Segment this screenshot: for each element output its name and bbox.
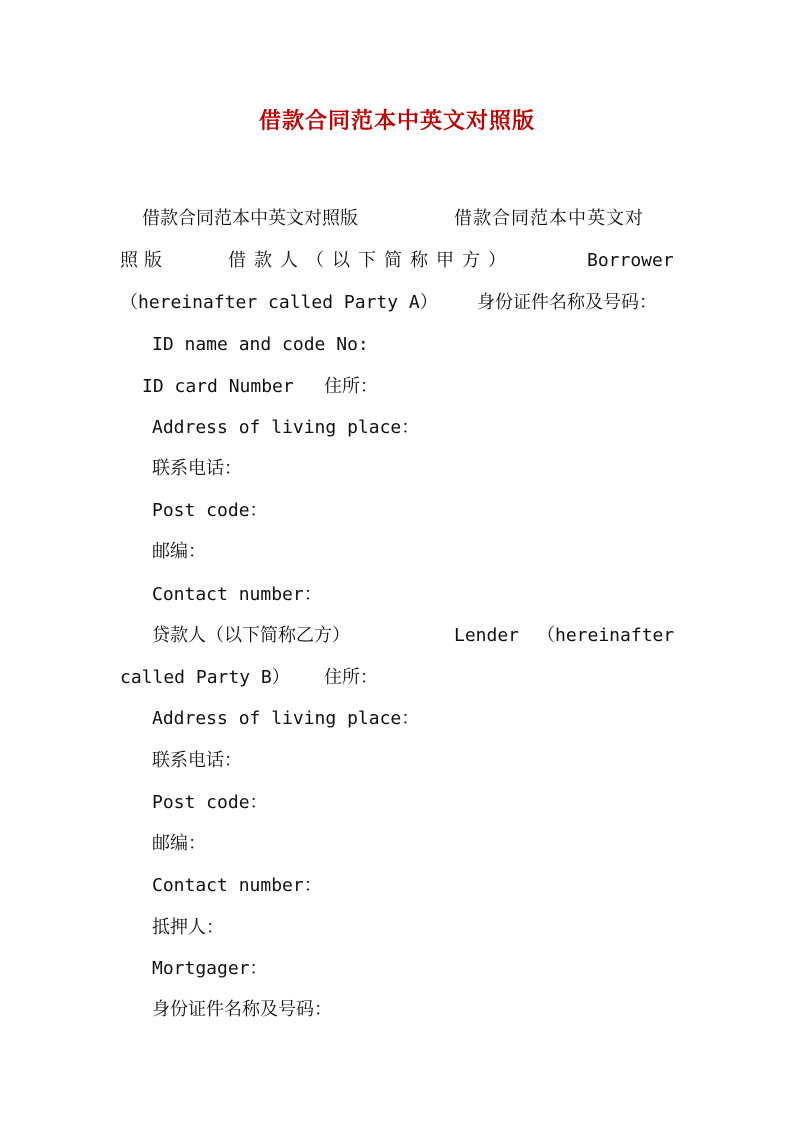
text-line: 身份证件名称及号码： [152,999,332,1020]
text-line: 联系电话： [152,750,242,771]
text-line: ID name and code No: [152,334,369,355]
text-line: 借款人（以下简称甲方） [228,250,514,271]
document-title: 借款合同范本中英文对照版 [258,108,535,134]
text-line: Lender [454,625,520,646]
text-line: 住所： [324,667,378,688]
text-line: 邮编： [152,833,206,854]
text-line: Mortgager： [152,958,268,979]
text-line: 邮编： [152,541,206,562]
text-line: 住所： [324,376,378,397]
text-line: 抵押人： [152,917,224,938]
text-line: Contact number： [152,584,322,605]
text-line: Address of living place： [152,708,420,729]
text-line: Contact number： [152,875,322,896]
text-line: 借款合同范本中英文对照版 [142,208,358,229]
text-line: （hereinafter [537,625,675,646]
text-line: Borrower [587,250,674,271]
text-line: 照版 [120,250,168,271]
text-line: 联系电话： [152,458,242,479]
text-line: 借款合同范本中英文对 [454,208,644,229]
text-line: 身份证件名称及号码： [477,292,657,313]
text-line: Address of living place： [152,417,420,438]
text-line: called Party B） [120,667,290,688]
text-line: Post code： [152,500,268,521]
text-line: 贷款人（以下简称乙方） [152,625,350,646]
text-line: （hereinafter called Party A） [120,292,438,313]
text-line: Post code： [152,792,268,813]
text-line: ID card Number [142,376,294,397]
